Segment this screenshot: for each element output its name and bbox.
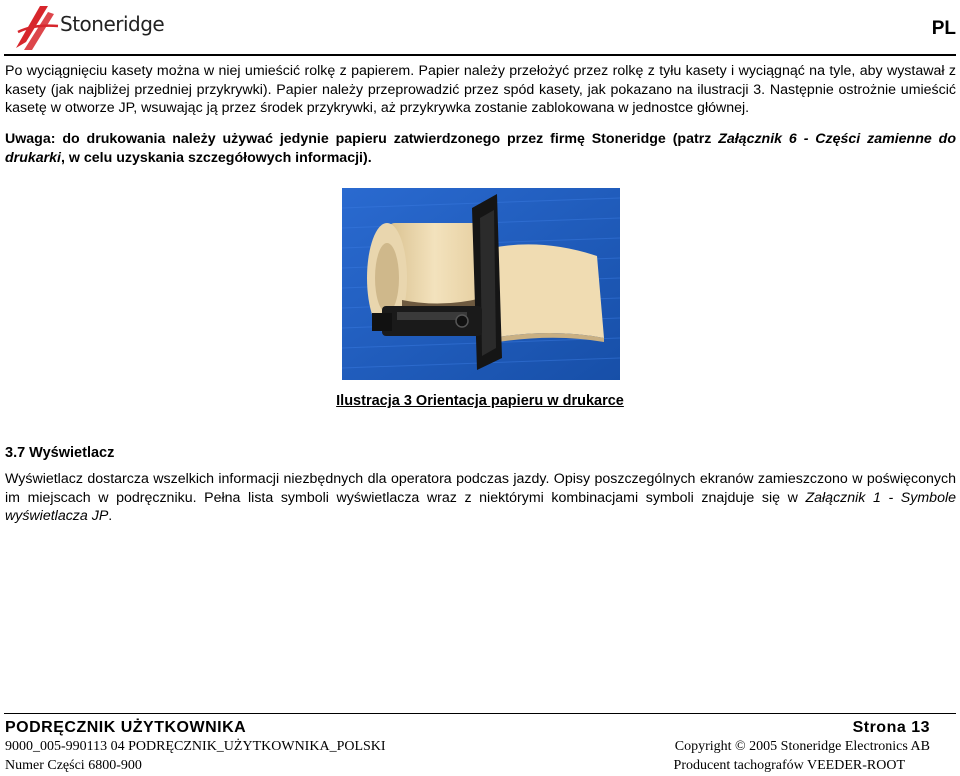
footer-page-number: Strona 13 <box>852 719 930 736</box>
footer-copyright: Copyright © 2005 Stoneridge Electronics AB <box>674 739 930 754</box>
header-divider <box>4 54 956 56</box>
appendix-reference: Załącznik 1 - Symbole wyświetlacza JP <box>5 489 957 524</box>
stoneridge-logo <box>14 2 165 54</box>
logo-wordmark: Stoneridge <box>60 12 165 36</box>
display-text: Wyświetlacz dostarcza wszelkich informacji niezbędnych dla operatora podczas jazdy. Opisy poszczególnych ekranów zamieszczono w poświęconych im miejscach w podręczniku. Pełna lista symboli wyświetlacza wraz z niektórymi kombinacjami symboli znajduje się w <box>5 471 956 506</box>
figure-caption: Ilustracja 3 Orientacja papieru w drukarce <box>336 393 624 409</box>
warning-text: Uwaga: do drukowania należy używać jedynie papieru zatwierdzonego przez firmę Stoneridge (patrz <box>5 131 719 147</box>
footer-manual-title: PODRĘCZNIK UŻYTKOWNIKA <box>5 719 247 736</box>
paragraph-display-description <box>5 470 956 526</box>
paragraph-cassette-instructions: Po wyciągnięciu kasety można w niej umieścić rolkę z papierem. Papier należy przełożyć przez rolkę z tyłu kasety i wyciągnąć na tyle, aby wystawał z kasety (jak najbliżej przedniej przykrywki). Papier należy przeprowadzić przez spód kasety, jak pokazano na ilustracji 3. Następnie ostrożnie umieścić kasetę w otworze JP, wsuwając ją przez środek przykrywki, aż przykrywka zostanie zablokowana w jednostce głównej. <box>5 63 956 116</box>
display-text-end: . <box>108 508 113 524</box>
printer-cassette-photo <box>342 188 620 380</box>
footer-part-number: Numer Części 6800-900 <box>5 758 142 773</box>
appendix-reference: Załącznik 6 - Części zamienne do drukarki <box>5 131 956 166</box>
footer-producer: Producent tachografów VEEDER-ROOT <box>673 758 905 773</box>
footer-divider <box>4 713 956 714</box>
page-header <box>0 0 960 58</box>
paragraph-paper-warning <box>5 130 956 167</box>
language-code: PL <box>931 18 956 39</box>
warning-text-end: , w celu uzyskania szczegółowych informacji). <box>61 149 372 166</box>
section-title: 3.7 Wyświetlacz <box>5 445 115 461</box>
footer-doc-id: 9000_005-990113 04 PODRĘCZNIK_UŻYTKOWNIKA_POLSKI <box>5 739 386 754</box>
